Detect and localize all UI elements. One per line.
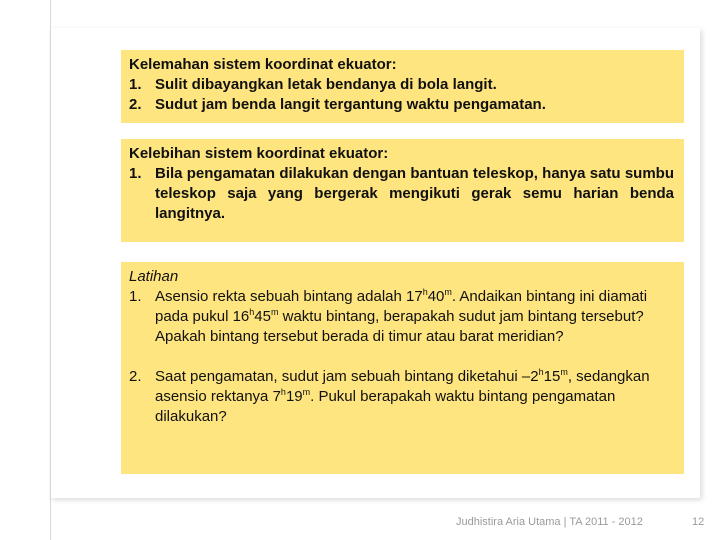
kelemahan-heading: Kelemahan sistem koordinat ekuator: — [129, 56, 397, 73]
footer-credit: Judhistira Aria Utama | TA 2011 - 2012 — [456, 516, 643, 528]
latihan-question-1 — [129, 287, 674, 347]
question-text: Saat pengamatan, sudut jam sebuah bintang diketahui –2$^h$15$^m$, sedangkan asensio rektanya 7$^h$19$^m$. Pukul berapakah waktu bintang pengamatan dilakukan? — [155, 367, 650, 425]
latihan-box — [121, 262, 684, 474]
question-text: Asensio rekta sebuah bintang adalah 17$^h$40$^m$. Andaikan bintang ini diamati pada pukul 16$^h$45$^m$ waktu bintang, berapakah sudut jam bintang tersebut? Apakah bintang tersebut berada di timur atau barat meridian? — [155, 287, 648, 345]
page-number: 12 — [692, 516, 705, 528]
kelemahan-item-1 — [129, 75, 674, 95]
latihan-title: Latihan — [129, 268, 179, 285]
item-text: Sudut jam benda langit tergantung waktu pengamatan. — [155, 96, 546, 113]
item-text: Bila pengamatan dilakukan dengan bantuan teleskop, hanya satu sumbu teleskop saja yang bergerak mengikuti gerak semu harian benda langitnya. — [155, 165, 674, 222]
latihan-question-2 — [129, 367, 674, 427]
question-number: 2. — [129, 368, 142, 385]
kelemahan-box — [121, 50, 684, 123]
kelebihan-heading: Kelebihan sistem koordinat ekuator: — [129, 145, 389, 162]
item-number: 1. — [129, 76, 142, 93]
kelebihan-box — [121, 139, 684, 242]
slide-left-rule — [50, 0, 51, 540]
question-number: 1. — [129, 288, 142, 305]
item-number: 2. — [129, 96, 142, 113]
kelebihan-item-1 — [129, 164, 674, 224]
item-text: Sulit dibayangkan letak bendanya di bola langit. — [155, 76, 497, 93]
kelemahan-item-2 — [129, 95, 674, 115]
item-number: 1. — [129, 165, 142, 182]
